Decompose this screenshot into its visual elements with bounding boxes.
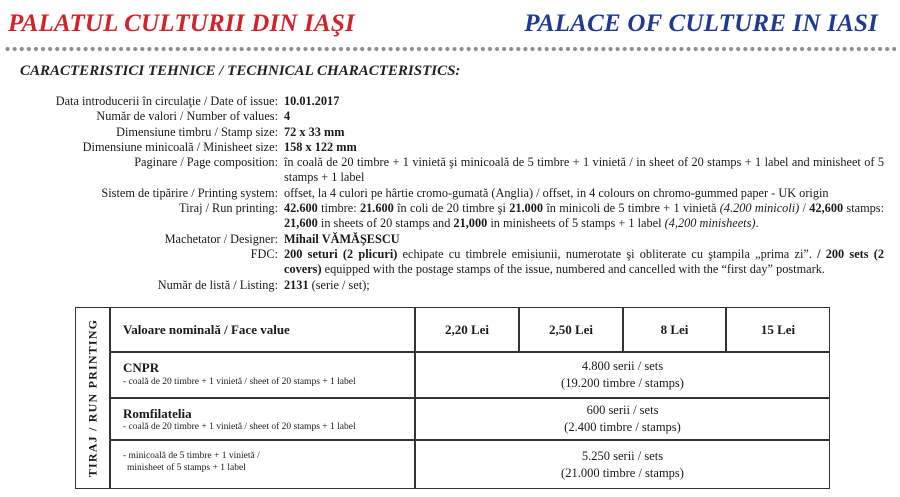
table-header-row [111,308,829,353]
row-description: - coală de 20 timbre + 1 vinietă / sheet of 20 stamps + 1 label [123,377,356,387]
spec-label: FDC: [250,246,278,261]
run-minisheets-count: (4,200 minisheets) [664,216,756,231]
face-value-header: Valoare nominală / Face value [123,321,290,337]
fdc-sets-ro: 200 seturi (2 plicuri) [284,246,398,261]
table-grid [111,308,829,488]
table-side-label: TIRAJ / RUN PRINTING [85,318,99,478]
spec-value: 10.01.2017 [284,94,340,108]
price-cell: 2,50 Lei [520,308,624,351]
spec-label: Tiraj / Run printing: [179,201,278,216]
run-text: in sheets of 20 stamps and [317,216,454,231]
spec-value: 4 [284,109,291,124]
price-cell: 2,20 Lei [416,308,520,351]
spec-label: Paginare / Page composition: [134,155,278,170]
price-cell: 8 Lei [624,308,727,351]
row-label-cell [111,441,416,488]
spec-value [284,201,884,232]
spec-designer [0,232,900,247]
run-printing-table [75,307,830,489]
spec-minisheet-size [0,140,900,155]
row-description-line: minisheet of 5 stamps + 1 label [127,463,246,473]
section-heading: CARACTERISTICI TEHNICE / TECHNICAL CHARACTERISTICS: [20,63,461,79]
spec-label: Sistem de tipărire / Printing system: [101,185,278,200]
quantity-sets: 600 serii / sets [586,403,659,417]
row-label-cell [111,353,416,397]
spec-stamp-size [0,125,900,140]
quantity-cell [416,399,829,439]
run-text: stamps: [843,201,885,216]
table-row [111,353,829,399]
run-minisheets-ro: 21.000 [509,201,544,216]
title-english: PALACE OF CULTURE IN IASI [524,10,878,37]
spec-label: Dimensiune timbru / Stamp size: [116,124,278,139]
face-value-header-cell [111,308,416,351]
title-romanian: PALATUL CULTURII DIN IAŞI [8,10,355,37]
quantity-sets: 4.800 serii / sets [581,359,664,373]
spec-value: 158 x 122 mm [284,139,357,154]
quantity-stamps: (2.400 timbre / stamps) [564,420,681,434]
dotted-divider [4,46,896,52]
fdc-text-ro: echipate cu timbrele emisiunii, numerotate şi obliterate cu ştampila „prima zi”. [397,246,818,261]
spec-label: Dimensiune minicoală / Minisheet size: [82,139,278,154]
table-row [111,399,829,441]
spec-value: 72 x 33 mm [284,124,345,139]
run-minisheets-en: 21,000 [453,216,488,231]
quantity-cell [416,353,829,397]
spec-value [284,247,884,278]
fdc-sets-en: / 200 sets (2 covers) [284,246,885,277]
spec-fdc [0,247,900,278]
run-text: timbre: [317,201,360,216]
price-cell: 15 Lei [760,321,796,337]
spec-listing [0,278,900,293]
spec-label: Număr de valori / Number of values: [96,109,278,124]
run-minicoli-count: (4.200 minicoli) [719,201,800,216]
row-description: - coală de 20 timbre + 1 vinietă / sheet of 20 stamps + 1 label [123,422,356,432]
spec-label: Machetator / Designer: [164,231,278,246]
row-title: Romfilatelia [123,406,192,421]
row-description-line: - minicoală de 5 timbre + 1 vinietă / [123,451,260,461]
table-side-label-column [76,308,111,488]
listing-suffix: (serie / set); [308,277,370,292]
row-label-cell [111,399,416,439]
spec-run-printing [0,201,900,232]
run-text: în minicoli de 5 timbre + 1 vinietă [543,201,720,216]
run-total-ro: 42.600 [284,201,318,216]
run-sheets-en: 21,600 [284,216,318,231]
spec-label: Data introducerii în circulaţie / Date of issue: [55,94,278,108]
run-text: . [755,216,759,231]
spec-value [284,278,884,293]
quantity-sets: 5.250 serii / sets [581,448,664,463]
row-description [123,450,260,474]
spec-date [0,94,900,109]
quantity-stamps: (21.000 timbre / stamps) [561,465,684,480]
run-sheets-ro: 21.600 [359,201,394,216]
fdc-text-en: equipped with the postage stamps of the issue, numbered and cancelled with the “first day” postmark. [321,262,825,277]
run-text: in minisheets of 5 stamps + 1 label [487,216,665,231]
quantity-cell [416,441,829,488]
spec-number-of-values [0,109,900,124]
listing-number: 2131 [284,277,309,292]
spec-value: offset, la 4 culori pe hârtie cromo-gumată (Anglia) / offset, in 4 colours on chromo-gummed paper - UK origin [284,185,829,200]
spec-value: Mihail VĂMĂŞESCU [284,231,400,246]
technical-specs [0,94,900,293]
spec-page-composition [0,155,900,186]
spec-value: în coală de 20 timbre + 1 vinietă şi minicoală de 5 timbre + 1 vinietă / in sheet of 20 stamps + 1 label and minisheet of 5 stamps + 1 label [284,155,884,185]
table-row [111,441,829,488]
quantity-stamps: (19.200 timbre / stamps) [561,376,684,390]
row-title: CNPR [123,360,160,375]
spec-label: Număr de listă / Listing: [157,277,278,292]
run-total-en: 42,600 [809,201,844,216]
run-text: / [799,201,810,216]
spec-printing-system [0,186,900,201]
run-text: în coli de 20 timbre şi [393,201,510,216]
